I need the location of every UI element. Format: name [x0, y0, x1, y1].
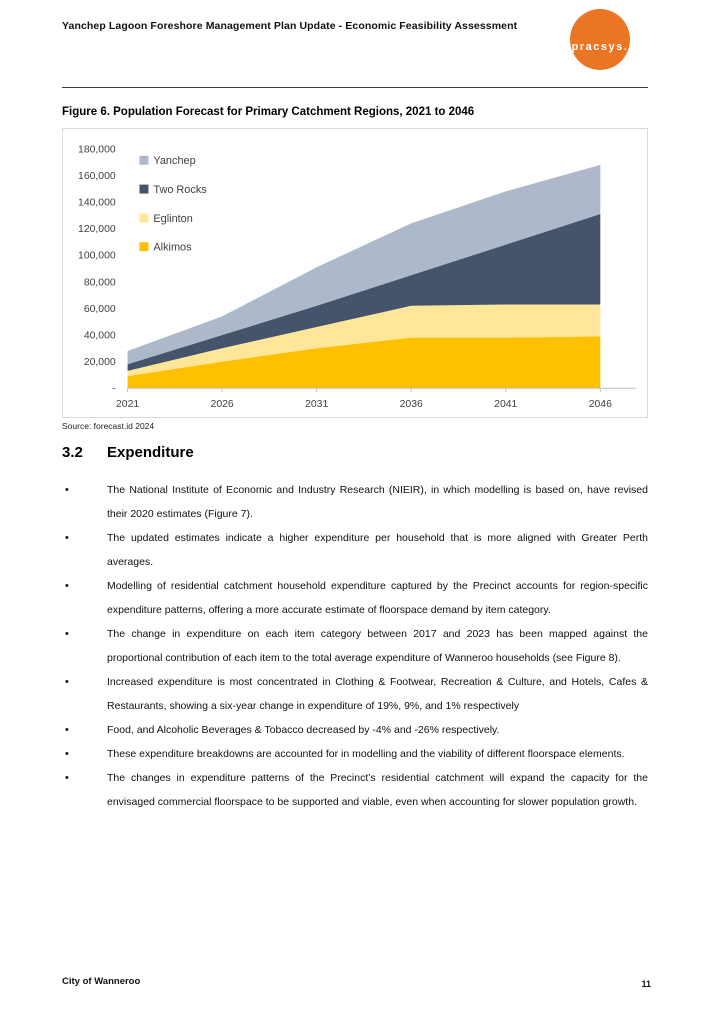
y-tick-label: 160,000: [78, 170, 116, 182]
legend-item-eglinton: [139, 213, 192, 225]
bullet-item: [62, 670, 648, 718]
x-tick-label: 2021: [116, 399, 140, 411]
footer-page-number: 11: [641, 979, 651, 989]
x-tick-label: 2036: [399, 399, 423, 411]
y-tick-label: 180,000: [78, 144, 116, 156]
y-tick-label: 80,000: [83, 277, 116, 289]
legend-swatch-eglinton: [139, 213, 148, 222]
y-tick-label: 40,000: [83, 330, 116, 342]
legend-label-alkimos: Alkimos: [153, 241, 192, 254]
y-tick-label: -: [112, 383, 116, 395]
header-divider: [62, 87, 648, 88]
pracsys-logo-text: pracsys.: [571, 40, 629, 53]
bullet-marker: •: [65, 724, 69, 736]
bullet-marker: •: [65, 532, 69, 544]
section-heading: [62, 444, 194, 461]
section-title: Expenditure: [107, 444, 194, 461]
legend-label-eglinton: Eglinton: [153, 212, 193, 225]
bullet-text: Increased expenditure is most concentrated in Clothing & Footwear, Recreation & Culture, and Hotels, Cafes & Restaurants, showing a six-year change in expenditure of 19%, 9%, and 1% respectively: [107, 676, 648, 712]
bullet-item: [62, 766, 648, 814]
bullet-text: The updated estimates indicate a higher expenditure per household that is more aligned with Greater Perth averages.: [107, 532, 648, 568]
bullet-marker: •: [65, 676, 69, 688]
legend-swatch-yanchep: [139, 156, 148, 165]
population-forecast-chart: [62, 128, 648, 418]
legend-label-two-rocks: Two Rocks: [153, 184, 207, 197]
bullet-text: Food, and Alcoholic Beverages & Tobacco decreased by -4% and -26% respectively.: [107, 724, 500, 736]
y-tick-label: 140,000: [78, 197, 116, 209]
x-tick-label: 2031: [305, 399, 329, 411]
y-tick-label: 100,000: [78, 250, 116, 262]
x-tick-label: 2046: [588, 399, 612, 411]
bullet-text: The changes in expenditure patterns of the Precinct’s residential catchment will expand the capacity for the envisaged commercial floorspace to be supported and viable, even when accounting for slower population growth.: [107, 772, 648, 808]
bullet-text: The National Institute of Economic and Industry Research (NIEIR), in which modelling is based on, have revised their 2020 estimates (Figure 7).: [107, 484, 648, 520]
legend-label-yanchep: Yanchep: [153, 155, 196, 168]
bullet-text: Modelling of residential catchment household expenditure captured by the Precinct accounts for region-specific expenditure patterns, offering a more accurate estimate of floorspace demand by item category.: [107, 580, 648, 616]
figure-title: Figure 6. Population Forecast for Primary Catchment Regions, 2021 to 2046: [62, 106, 475, 118]
x-tick-label: 2026: [210, 399, 234, 411]
bullet-text: These expenditure breakdowns are accounted for in modelling and the viability of different floorspace elements.: [107, 748, 625, 760]
legend-item-alkimos: [139, 242, 192, 254]
bullet-marker: •: [65, 628, 69, 640]
bullet-item: [62, 742, 648, 766]
bullet-item: [62, 574, 648, 622]
legend-item-yanchep: [139, 155, 195, 167]
document-header-title: Yanchep Lagoon Foreshore Management Plan Update - Economic Feasibility Assessment: [62, 20, 518, 32]
legend-item-two-rocks: [139, 184, 207, 196]
bullet-item: [62, 526, 648, 574]
footer-organisation: City of Wanneroo: [62, 976, 141, 987]
y-tick-label: 120,000: [78, 224, 116, 236]
bullet-item: [62, 718, 648, 742]
x-tick-label: 2041: [494, 399, 518, 411]
chart-source-note: Source: forecast.id 2024: [62, 421, 155, 431]
legend-swatch-two-rocks: [139, 185, 148, 194]
bullet-marker: •: [65, 484, 69, 496]
pracsys-logo: [570, 9, 630, 70]
y-tick-label: 60,000: [83, 303, 116, 315]
bullet-text: The change in expenditure on each item category between 2017 and 2023 has been mapped against the proportional contribution of each item to the total average expenditure of Wanneroo households (see Figure 8).: [107, 628, 648, 664]
bullet-item: [62, 622, 648, 670]
legend-swatch-alkimos: [139, 242, 148, 251]
bullet-marker: •: [65, 772, 69, 784]
bullet-marker: •: [65, 580, 69, 592]
bullet-item: [62, 478, 648, 526]
bullet-marker: •: [65, 748, 69, 760]
y-tick-label: 20,000: [83, 357, 116, 369]
section-number: 3.2: [62, 444, 83, 461]
bullet-list: [62, 478, 648, 814]
